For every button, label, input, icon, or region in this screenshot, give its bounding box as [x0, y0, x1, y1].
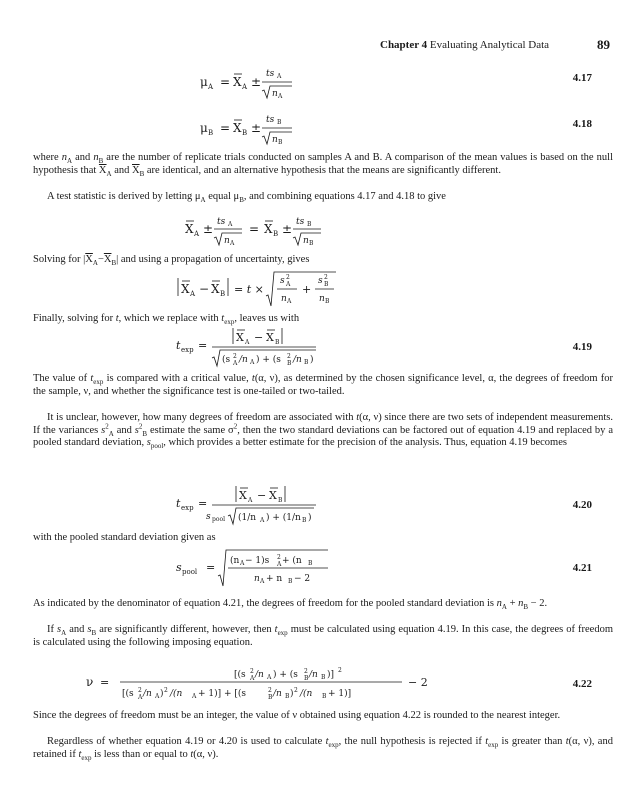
svg-text:X: X [236, 331, 244, 344]
svg-text:n: n [303, 236, 309, 246]
equation-4-20 [176, 482, 336, 528]
svg-text:B: B [220, 290, 226, 298]
equation-combined [184, 212, 344, 248]
eq417-xbar: X [233, 75, 242, 89]
svg-text:A: A [240, 560, 245, 567]
eq417-pm: ± [251, 75, 262, 89]
svg-text:A: A [267, 674, 272, 681]
svg-text:2: 2 [294, 687, 298, 694]
svg-text:(s: (s [222, 355, 231, 365]
paragraph-integer: Since the degrees of freedom must be an integer, the value of ν obtained using equation 4.22 is rounded to the nearest integer. [33, 710, 561, 721]
svg-text:/n: /n [309, 670, 318, 680]
eq417-mu: μ [200, 75, 208, 89]
svg-text:): ) [160, 689, 164, 699]
eq418-xbar-sub: B [242, 129, 248, 137]
svg-text:B: B [273, 230, 279, 238]
eq417-xbar-sub: A [242, 83, 248, 91]
svg-text:B: B [307, 221, 312, 228]
equation-4-17 [200, 62, 320, 102]
svg-text:A: A [245, 339, 250, 346]
eq418-ts: ts [266, 115, 275, 125]
svg-text:(n: (n [230, 556, 240, 566]
paragraph-finally: Finally, solving for t, which we replace with $t_{exp}$, leaves us with [33, 313, 300, 327]
eq418-n-sub: B [278, 139, 283, 146]
svg-text:2: 2 [268, 687, 272, 694]
eq417-n-sub: A [278, 93, 283, 100]
svg-text:+ 1)] + [(s: + 1)] + [(s [198, 689, 247, 699]
svg-text:A: A [230, 240, 235, 247]
eq418-xbar: X [233, 121, 242, 135]
svg-text:−: − [257, 489, 267, 502]
svg-text:2: 2 [286, 274, 290, 281]
svg-text:): ) [290, 689, 294, 699]
eq-number-4-17: 4.17 [572, 72, 592, 84]
svg-text:n: n [224, 236, 230, 246]
svg-text:−: − [199, 282, 210, 296]
svg-text:/(n: /(n [170, 689, 183, 699]
svg-text:X: X [181, 282, 190, 296]
svg-text:n: n [254, 574, 260, 584]
equation-4-19 [176, 322, 336, 368]
equation-propagation [176, 268, 346, 310]
equation-4-18 [200, 108, 320, 148]
svg-text:=: = [206, 561, 216, 574]
paragraph-test-statistic: A test statistic is derived by letting $\mu_A$ equal $\mu_B$, and combining equations 4.17 and 4.18 to give [47, 191, 446, 205]
svg-text:B: B [287, 360, 292, 367]
chapter-title: Evaluating Analytical Data [429, 39, 550, 51]
svg-text:2: 2 [138, 687, 142, 694]
svg-text:±: ± [282, 222, 293, 236]
eq417-mu-sub: A [208, 83, 214, 91]
svg-text:±: ± [203, 222, 214, 236]
eq418-n: n [272, 135, 278, 145]
equation-4-22 [86, 664, 506, 704]
svg-text:[(s: [(s [122, 689, 134, 699]
svg-text:A: A [287, 298, 292, 305]
svg-text:2: 2 [233, 353, 237, 360]
svg-text:B: B [304, 359, 309, 366]
svg-text:ts: ts [296, 217, 305, 227]
svg-text:B: B [302, 517, 307, 524]
svg-text:(1/n: (1/n [238, 513, 257, 523]
eq417-ts-sub: A [277, 73, 282, 80]
svg-text:B: B [304, 675, 309, 682]
svg-text:s: s [280, 276, 285, 286]
svg-text:) + (s: ) + (s [256, 355, 281, 365]
svg-text:/(n: /(n [300, 689, 313, 699]
svg-text:A: A [286, 281, 291, 288]
svg-text:B: B [309, 240, 314, 247]
svg-text:/n: /n [293, 355, 302, 365]
eq418-pm: ± [251, 121, 262, 135]
svg-text:B: B [322, 693, 327, 700]
svg-text:+: + [302, 283, 312, 296]
eq417-n: n [272, 89, 278, 99]
eq-number-4-20: 4.20 [572, 499, 592, 511]
paragraph-degrees-of-freedom: It is unclear, however, how many degrees of freedom are associated with t(α, ν) since there are two sets of independent measurements. If the variances $s^2_A$ and $s^2_B$ estimate the same $\sigma^2$, then the two standard deviations can be factored out of equation 4.19 and replaced by a pooled standard deviation, $s_{pool}$, which provides a better estimate for the precision of the analysis. Thus, equation 4.19 becomes [33, 412, 613, 451]
svg-text:=: = [198, 497, 208, 510]
paragraph-pooled-intro: with the pooled standard deviation given as [33, 532, 216, 543]
svg-text:A: A [250, 359, 255, 366]
svg-text:/n: /n [239, 355, 248, 365]
svg-text:): ) [310, 355, 314, 365]
svg-text:exp: exp [181, 346, 194, 354]
svg-text:A: A [260, 578, 265, 585]
eq418-mu-sub: B [208, 129, 214, 137]
svg-text:s: s [206, 512, 211, 522]
svg-text:2: 2 [324, 274, 328, 281]
svg-text:A: A [190, 290, 196, 298]
eq-number-4-19: 4.19 [572, 341, 592, 353]
svg-text:exp: exp [181, 504, 194, 512]
svg-text:B: B [325, 298, 330, 305]
paragraph-denominator: As indicated by the denominator of equation 4.21, the degrees of freedom for the pooled standard deviation is $n_A + n_B - 2$. [33, 598, 548, 612]
svg-text:= t ×: = t × [234, 283, 264, 296]
svg-text:A: A [248, 497, 253, 504]
paragraph-definitions: where $n_A$ and $n_B$ are the number of replicate trials conducted on samples A and B. A comparison of the mean values is based on the null hypothesis that $\overline{X}_A$ and $\overline{X}_B$ are identical, and an alternative hypothesis that the means are significantly different. [33, 152, 613, 178]
running-header [380, 36, 616, 54]
svg-text:ts: ts [217, 217, 226, 227]
chapter-label: Chapter 4 [380, 39, 428, 51]
equation-4-21 [176, 548, 336, 588]
svg-text:A: A [194, 230, 200, 238]
svg-text:X: X [239, 489, 247, 502]
svg-text:B: B [324, 281, 329, 288]
svg-text:/n: /n [143, 689, 152, 699]
paragraph-solving: Solving for $|\overline{X}_A-\overline{X}_B|$ and using a propagation of uncertainty, gives [33, 254, 310, 268]
svg-text:X: X [185, 222, 194, 236]
svg-text:B: B [308, 560, 313, 567]
paragraph-null-hypothesis: Regardless of whether equation 4.19 or 4.20 is used to calculate $t_{exp}$, the null hypothesis is rejected if $t_{exp}$ is greater than t(α, ν), and retained if $t_{exp}$ is less than or equal to t(α, ν). [33, 736, 613, 762]
eq418-mu: μ [200, 121, 208, 135]
svg-text:/n: /n [273, 689, 282, 699]
svg-text:X: X [264, 222, 273, 236]
svg-text:A: A [250, 675, 255, 682]
svg-text:=: = [198, 339, 208, 352]
svg-text:t: t [176, 339, 181, 352]
svg-text:B: B [275, 339, 280, 346]
svg-text:A: A [192, 693, 197, 700]
svg-text:A: A [277, 561, 282, 568]
svg-text:2: 2 [164, 687, 168, 694]
svg-text:[(s: [(s [234, 670, 246, 680]
eq-number-4-22: 4.22 [572, 678, 592, 690]
svg-text:=: = [249, 222, 260, 236]
svg-text:A: A [138, 694, 143, 701]
svg-text:=: = [100, 676, 110, 689]
eq418-equals: = [220, 121, 231, 135]
svg-text:− 2: − 2 [294, 574, 311, 584]
svg-text:+ 1)]: + 1)] [328, 689, 352, 699]
svg-text:+ (n: + (n [282, 556, 302, 566]
svg-text:): ) [308, 513, 312, 523]
svg-text:s: s [176, 561, 182, 574]
svg-text:pool: pool [182, 568, 198, 576]
svg-text:2: 2 [304, 668, 308, 675]
svg-text:2: 2 [287, 353, 291, 360]
svg-text:B: B [321, 674, 326, 681]
eq-number-4-18: 4.18 [572, 118, 592, 130]
eq-number-4-21: 4.21 [572, 562, 592, 574]
svg-text:B: B [268, 694, 273, 701]
svg-text:− 1)s: − 1)s [245, 556, 270, 566]
svg-text:X: X [269, 489, 277, 502]
svg-text:pool: pool [212, 516, 225, 523]
svg-text:ν: ν [86, 675, 94, 689]
svg-text:X: X [266, 331, 274, 344]
svg-text:)]: )] [327, 670, 335, 680]
svg-text:s: s [318, 276, 323, 286]
svg-text:) + (s: ) + (s [273, 670, 298, 680]
svg-text:2: 2 [338, 667, 342, 674]
svg-text:A: A [260, 517, 265, 524]
paragraph-significantly-different: If $s_A$ and $s_B$ are significantly different, however, then $t_{exp}$ must be calculated using equation 4.19. In this case, the degrees of freedom is calculated using the following imposing equation. [33, 624, 613, 648]
svg-text:A: A [233, 360, 238, 367]
svg-text:A: A [228, 221, 233, 228]
svg-text:/n: /n [255, 670, 264, 680]
svg-text:B: B [278, 497, 283, 504]
svg-text:n: n [281, 294, 287, 304]
svg-text:− 2: − 2 [408, 676, 428, 689]
svg-text:+ n: + n [266, 574, 283, 584]
svg-text:n: n [319, 294, 325, 304]
svg-text:X: X [211, 282, 220, 296]
svg-text:) + (1/n: ) + (1/n [266, 513, 301, 523]
page-number: 89 [597, 37, 610, 52]
svg-text:2: 2 [277, 554, 281, 561]
svg-text:2: 2 [250, 668, 254, 675]
eq418-ts-sub: B [277, 119, 282, 126]
eq417-equals: = [220, 75, 231, 89]
svg-text:B: B [288, 578, 293, 585]
paragraph-critical-value: The value of $t_{exp}$ is compared with a critical value, t(α, ν), as determined by the chosen significance level, α, the degrees of freedom for the sample, ν, and whether the significance test is one-tailed or two-tailed. [33, 373, 614, 397]
svg-text:B: B [285, 693, 290, 700]
svg-text:t: t [176, 497, 181, 510]
svg-text:−: − [254, 331, 264, 344]
eq417-ts: ts [266, 69, 275, 79]
svg-text:A: A [155, 693, 160, 700]
